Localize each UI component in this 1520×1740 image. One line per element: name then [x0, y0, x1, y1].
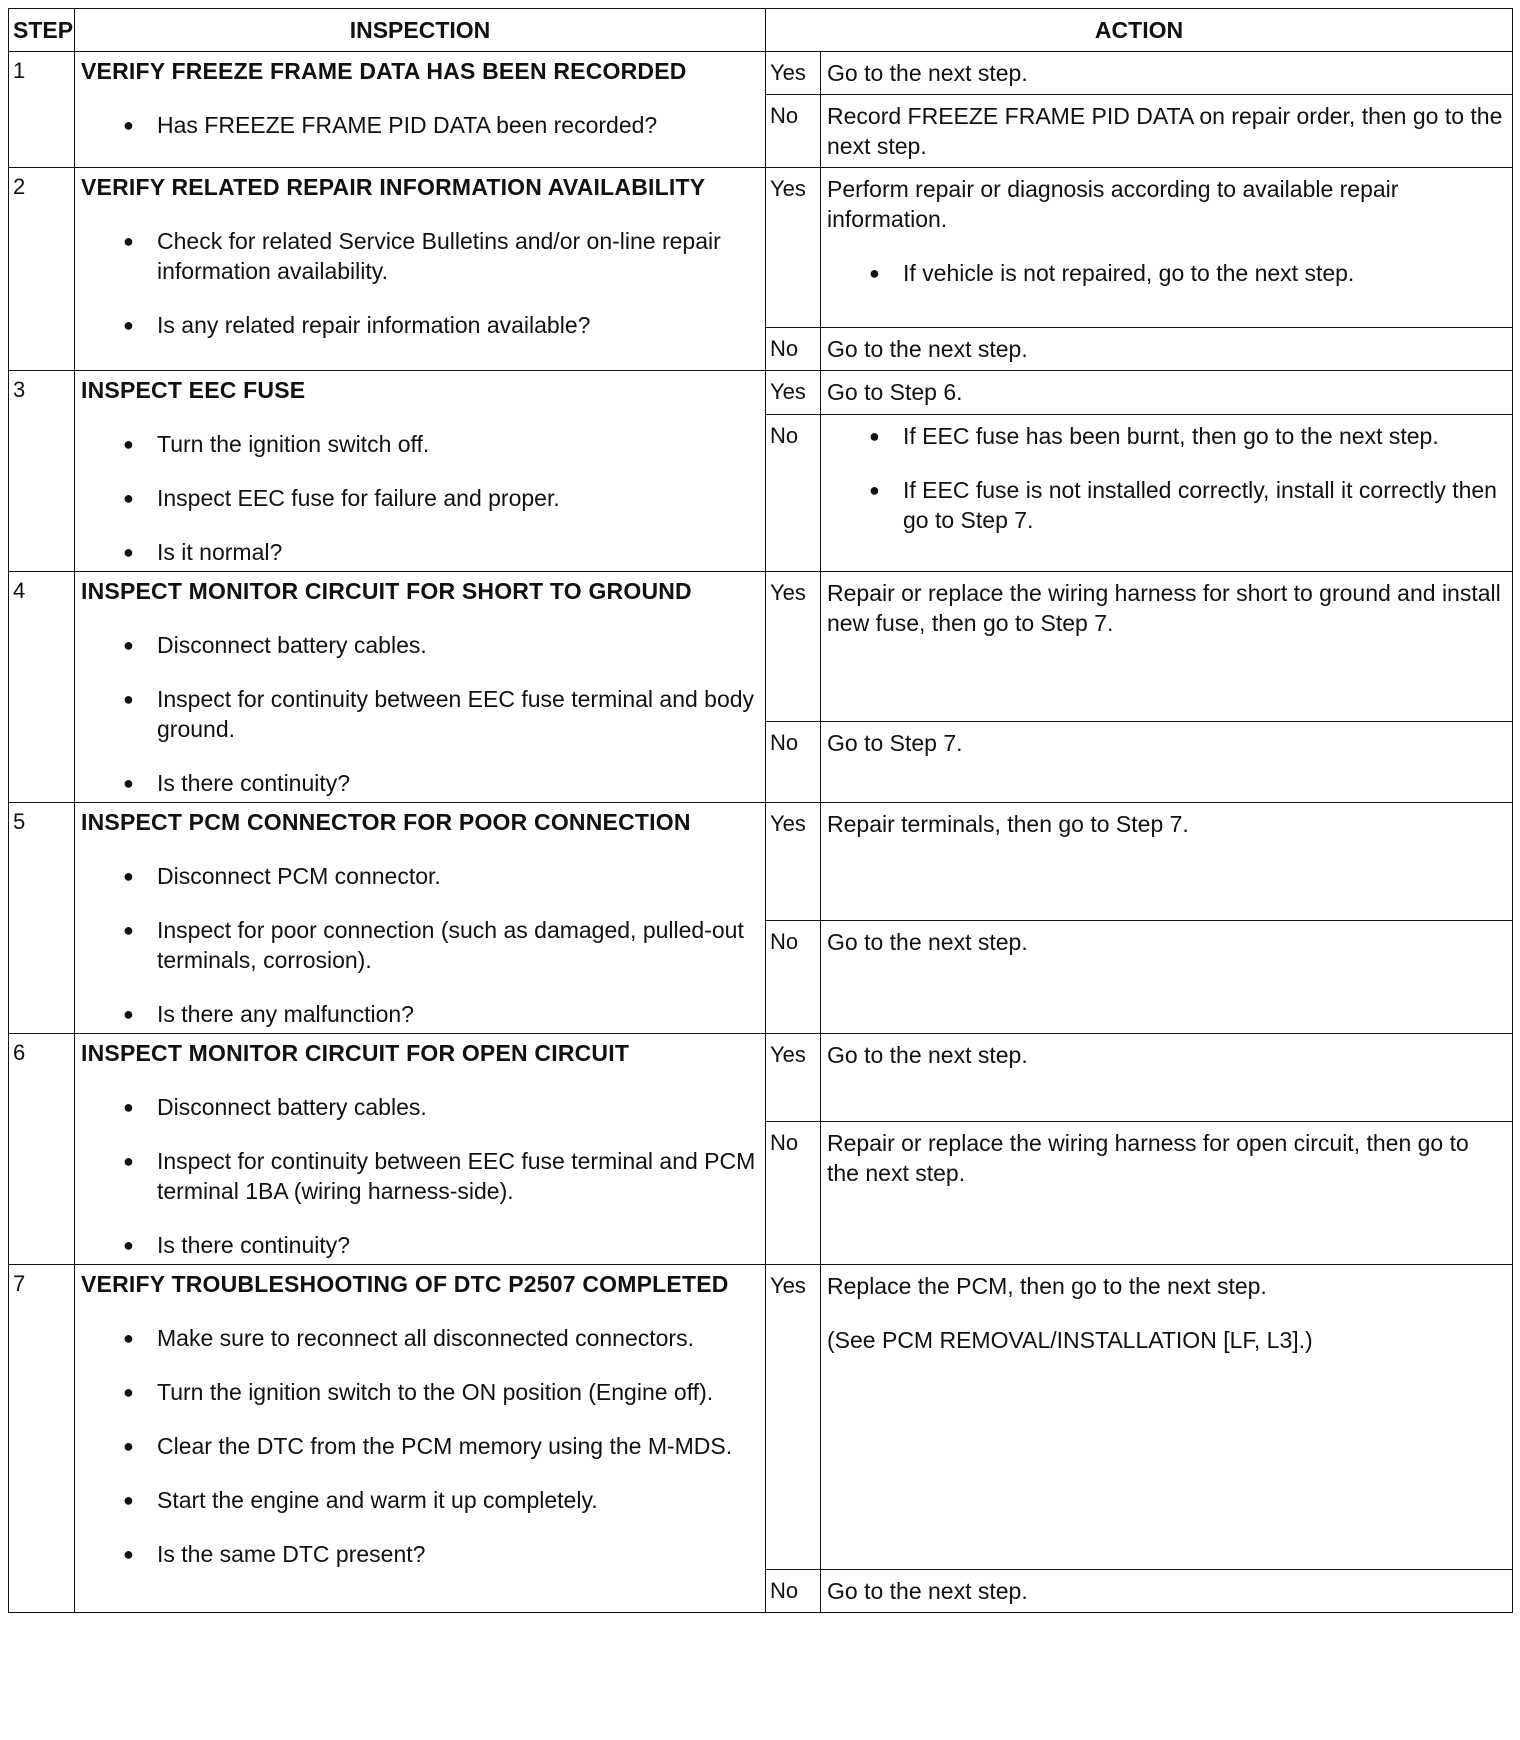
- yes-label: Yes: [766, 168, 821, 328]
- yes-action: [821, 1034, 1513, 1122]
- yes-label: Yes: [766, 1034, 821, 1122]
- bullet-item: ● Disconnect battery cables.: [81, 1092, 759, 1122]
- inspection-bullets: [81, 110, 759, 140]
- bullet-item: ● Has FREEZE FRAME PID DATA been recorded?: [81, 110, 759, 140]
- no-action: [821, 1122, 1513, 1265]
- yes-label: Yes: [766, 803, 821, 921]
- step-title: INSPECT MONITOR CIRCUIT FOR OPEN CIRCUIT: [81, 1040, 630, 1066]
- step-number: 7: [9, 1265, 75, 1613]
- no-action: [821, 722, 1513, 803]
- bullet-item: ● Check for related Service Bulletins and/or on-line repair information availability.: [81, 226, 759, 286]
- no-label: No: [766, 722, 821, 803]
- action-bullets: [827, 421, 1506, 535]
- step-number: 4: [9, 572, 75, 803]
- action-text: Go to the next step.: [827, 60, 1028, 86]
- inspection-bullets: [81, 429, 759, 567]
- step-title: VERIFY FREEZE FRAME DATA HAS BEEN RECORDED: [81, 58, 687, 84]
- yes-action: [821, 371, 1513, 415]
- action-text: Replace the PCM, then go to the next step.: [827, 1273, 1267, 1299]
- bullet-item: ● Is any related repair information available?: [81, 310, 759, 340]
- action-reference: (See PCM REMOVAL/INSTALLATION [LF, L3].): [827, 1327, 1313, 1353]
- no-label: No: [766, 95, 821, 168]
- bullet-item: ● Start the engine and warm it up completely.: [81, 1485, 759, 1515]
- inspection-cell: [75, 572, 766, 803]
- action-text: Perform repair or diagnosis according to available repair information.: [827, 176, 1399, 232]
- step-title: VERIFY RELATED REPAIR INFORMATION AVAILABILITY: [81, 174, 706, 200]
- bullet-item: ● Turn the ignition switch to the ON position (Engine off).: [81, 1377, 759, 1407]
- bullet-item: ● Inspect for continuity between EEC fuse terminal and PCM terminal 1BA (wiring harness-side).: [81, 1146, 759, 1206]
- action-text: Repair or replace the wiring harness for open circuit, then go to the next step.: [827, 1130, 1469, 1186]
- header-row: [9, 9, 1513, 52]
- inspection-cell: [75, 1265, 766, 1613]
- step-title: INSPECT PCM CONNECTOR FOR POOR CONNECTION: [81, 809, 691, 835]
- no-label: No: [766, 1122, 821, 1265]
- no-label: No: [766, 1570, 821, 1613]
- header-inspection: INSPECTION: [75, 9, 766, 52]
- bullet-item: ● If EEC fuse is not installed correctly, install it correctly then go to Step 7.: [827, 475, 1506, 535]
- yes-action: [821, 168, 1513, 328]
- yes-action: [821, 572, 1513, 722]
- yes-label: Yes: [766, 1265, 821, 1570]
- inspection-bullets: [81, 226, 759, 340]
- yes-label: Yes: [766, 52, 821, 95]
- step-7: [9, 1265, 1513, 1613]
- action-text: Go to the next step.: [827, 336, 1028, 362]
- step-title: INSPECT EEC FUSE: [81, 377, 306, 403]
- bullet-item: ● If vehicle is not repaired, go to the next step.: [827, 258, 1506, 288]
- step-number: 3: [9, 371, 75, 572]
- bullet-item: ● Turn the ignition switch off.: [81, 429, 759, 459]
- no-action: [821, 95, 1513, 168]
- bullet-item: ● Clear the DTC from the PCM memory using the M-MDS.: [81, 1431, 759, 1461]
- action-text: Go to the next step.: [827, 1042, 1028, 1068]
- step-number: 1: [9, 52, 75, 168]
- bullet-item: ● Is the same DTC present?: [81, 1539, 759, 1569]
- inspection-bullets: [81, 630, 759, 798]
- bullet-item: ● Is there continuity?: [81, 1230, 759, 1260]
- yes-action: [821, 803, 1513, 921]
- diagnostic-table: [8, 8, 1513, 1613]
- action-text: Record FREEZE FRAME PID DATA on repair order, then go to the next step.: [827, 103, 1503, 159]
- action-text: Go to Step 7.: [827, 730, 963, 756]
- step-number: 6: [9, 1034, 75, 1265]
- bullet-item: ● Is it normal?: [81, 537, 759, 567]
- no-label: No: [766, 328, 821, 371]
- action-text: Repair terminals, then go to Step 7.: [827, 811, 1189, 837]
- inspection-bullets: [81, 1323, 759, 1569]
- action-bullets: [827, 258, 1506, 288]
- action-text: Go to Step 6.: [827, 379, 963, 405]
- inspection-cell: [75, 803, 766, 1034]
- no-action: [821, 415, 1513, 572]
- inspection-cell: [75, 52, 766, 168]
- step-number: 5: [9, 803, 75, 1034]
- bullet-item: ● Inspect EEC fuse for failure and proper.: [81, 483, 759, 513]
- yes-action: [821, 52, 1513, 95]
- action-text: Go to the next step.: [827, 1578, 1028, 1604]
- step-3: [9, 371, 1513, 572]
- inspection-bullets: [81, 1092, 759, 1260]
- no-action: [821, 328, 1513, 371]
- inspection-cell: [75, 168, 766, 371]
- inspection-cell: [75, 1034, 766, 1265]
- no-action: [821, 1570, 1513, 1613]
- step-6: [9, 1034, 1513, 1265]
- step-title: INSPECT MONITOR CIRCUIT FOR SHORT TO GROUND: [81, 578, 692, 604]
- step-5: [9, 803, 1513, 1034]
- yes-label: Yes: [766, 371, 821, 415]
- header-action: ACTION: [766, 9, 1513, 52]
- inspection-bullets: [81, 861, 759, 1029]
- step-4: [9, 572, 1513, 803]
- no-label: No: [766, 415, 821, 572]
- step-2: [9, 168, 1513, 371]
- yes-label: Yes: [766, 572, 821, 722]
- bullet-item: ● Is there any malfunction?: [81, 999, 759, 1029]
- bullet-item: ● Disconnect PCM connector.: [81, 861, 759, 891]
- no-action: [821, 921, 1513, 1034]
- header-step: STEP: [9, 9, 75, 52]
- step-1: [9, 52, 1513, 168]
- bullet-item: ● Disconnect battery cables.: [81, 630, 759, 660]
- step-title: VERIFY TROUBLESHOOTING OF DTC P2507 COMPLETED: [81, 1271, 729, 1297]
- bullet-item: ● Inspect for poor connection (such as damaged, pulled-out terminals, corrosion).: [81, 915, 759, 975]
- step-number: 2: [9, 168, 75, 371]
- action-text: Go to the next step.: [827, 929, 1028, 955]
- bullet-item: ● Is there continuity?: [81, 768, 759, 798]
- bullet-item: ● Make sure to reconnect all disconnected connectors.: [81, 1323, 759, 1353]
- bullet-item: ● Inspect for continuity between EEC fuse terminal and body ground.: [81, 684, 759, 744]
- no-label: No: [766, 921, 821, 1034]
- action-text: Repair or replace the wiring harness for short to ground and install new fuse, then go to Step 7.: [827, 580, 1501, 636]
- yes-action: [821, 1265, 1513, 1570]
- inspection-cell: [75, 371, 766, 572]
- bullet-item: ● If EEC fuse has been burnt, then go to the next step.: [827, 421, 1506, 451]
